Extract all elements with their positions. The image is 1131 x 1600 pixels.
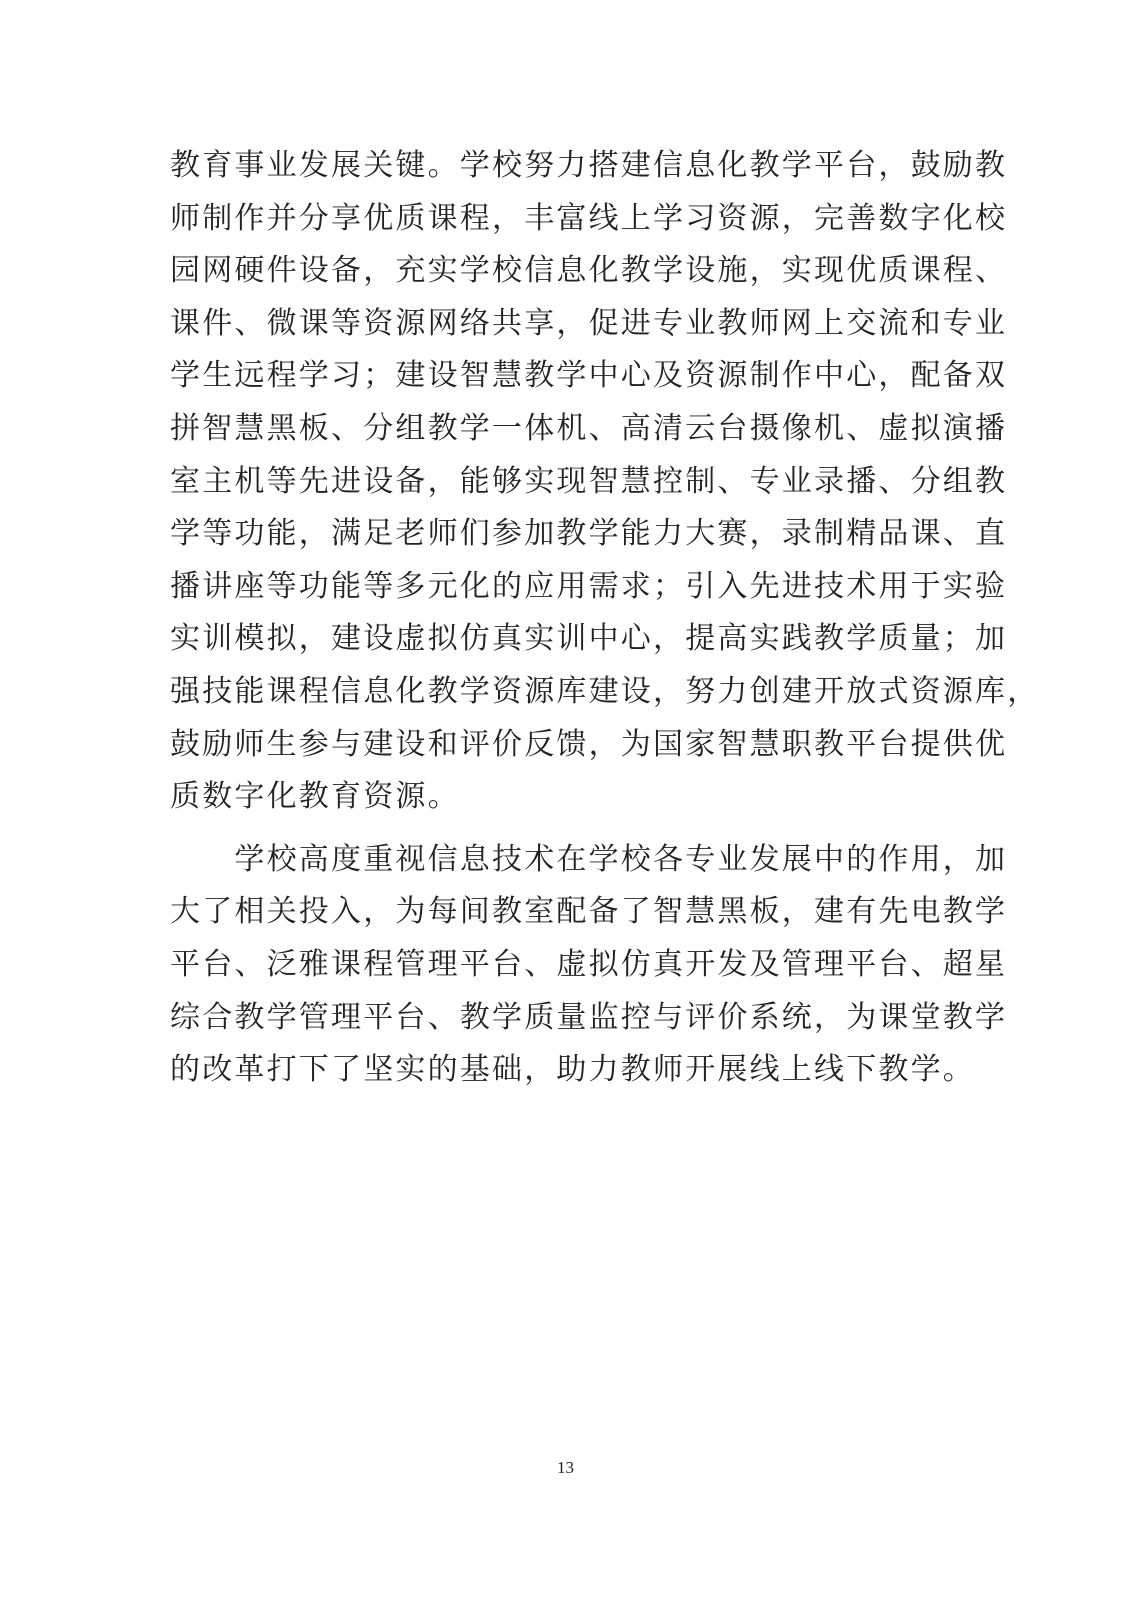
text-line: 平台、泛雅课程管理平台、虚拟仿真开发及管理平台、超星 bbox=[170, 946, 1008, 982]
text-line: 质数字化教育资源。 bbox=[170, 779, 460, 815]
text-line: 鼓励师生参与建设和评价反馈，为国家智慧职教平台提供优 bbox=[170, 726, 1008, 762]
text-line: 拼智慧黑板、分组教学一体机、高清云台摄像机、虚拟演播 bbox=[170, 410, 1008, 446]
text-line: 大了相关投入，为每间教室配备了智慧黑板，建有先电教学 bbox=[170, 894, 1008, 930]
text-line: 课件、微课等资源网络共享，促进专业教师网上交流和专业 bbox=[170, 305, 1008, 341]
text-line: 园网硬件设备，充实学校信息化教学设施，实现优质课程、 bbox=[170, 253, 1008, 289]
paragraph-2 bbox=[170, 834, 1008, 1097]
text-line: 学生远程学习；建设智慧教学中心及资源制作中心，配备双 bbox=[170, 358, 1008, 394]
text-line: 综合教学管理平台、教学质量监控与评价系统，为课堂教学 bbox=[170, 999, 1008, 1035]
body-text bbox=[170, 140, 1040, 1097]
text-line: 学校高度重视信息技术在学校各专业发展中的作用，加 bbox=[170, 841, 1008, 877]
text-line: 播讲座等功能等多元化的应用需求；引入先进技术用于实验 bbox=[170, 568, 1008, 604]
text-line: 室主机等先进设备，能够实现智慧控制、专业录播、分组教 bbox=[170, 463, 1008, 499]
page-number: 13 bbox=[557, 1458, 574, 1477]
text-line: 强技能课程信息化教学资源库建设，努力创建开放式资源库， bbox=[170, 673, 1040, 709]
text-line: 实训模拟，建设虚拟仿真实训中心，提高实践教学质量；加 bbox=[170, 621, 1008, 657]
text-line: 学等功能，满足老师们参加教学能力大赛，录制精品课、直 bbox=[170, 516, 1008, 552]
text-line: 的改革打下了坚实的基础，助力教师开展线上线下教学。 bbox=[170, 1052, 975, 1088]
text-line: 师制作并分享优质课程，丰富线上学习资源，完善数字化校 bbox=[170, 200, 1008, 236]
paragraph-1 bbox=[170, 140, 1040, 824]
text-line: 教育事业发展关键。学校努力搭建信息化教学平台，鼓励教 bbox=[170, 148, 1008, 183]
